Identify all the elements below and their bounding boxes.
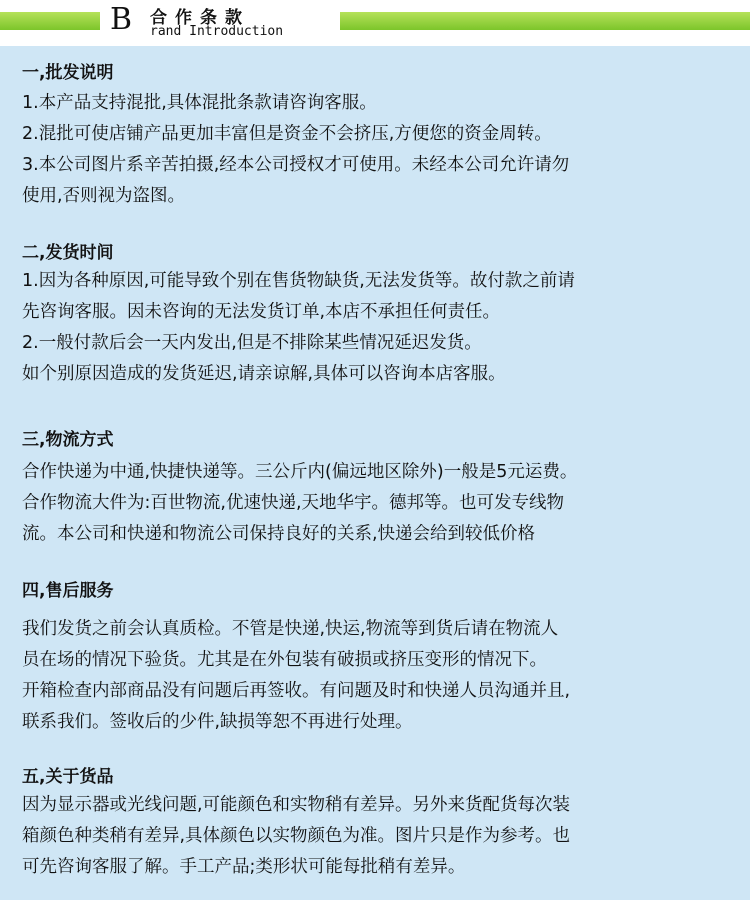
section-title: 五,关于货品 xyxy=(22,767,114,787)
paragraph-line: 1.本产品支持混批,具体混批条款请咨询客服。 xyxy=(22,93,377,113)
paragraph-line: 可先咨询客服了解。手工产品;类形状可能每批稍有差异。 xyxy=(22,857,466,877)
header-banner xyxy=(0,0,750,46)
paragraph-line: 联系我们。签收后的少件,缺损等恕不再进行处理。 xyxy=(22,712,413,732)
section-shipping-time xyxy=(22,242,722,390)
paragraph-line: 因为显示器或光线问题,可能颜色和实物稍有差异。另外来货配货每次装 xyxy=(22,795,571,815)
banner-title-en: rand Introduction xyxy=(150,24,284,39)
section-about-goods xyxy=(22,766,722,883)
section-logistics xyxy=(22,429,722,550)
section-body xyxy=(22,88,722,212)
paragraph-line: 合作物流大件为:百世物流,优速快递,天地华宇。德邦等。也可发专线物 xyxy=(22,493,565,513)
paragraph-line: 如个别原因造成的发货延迟,请亲谅解,具体可以咨询本店客服。 xyxy=(22,364,506,384)
section-after-sales xyxy=(22,580,722,738)
paragraph-line: 先咨询客服。因未咨询的无法发货订单,本店不承担任何责任。 xyxy=(22,302,501,322)
section-title: 一,批发说明 xyxy=(22,63,114,83)
section-body xyxy=(22,266,722,390)
section-wholesale xyxy=(22,62,722,212)
paragraph-line: 我们发货之前会认真质检。不管是快递,快运,物流等到货后请在物流人 xyxy=(22,619,559,639)
section-body xyxy=(22,790,722,883)
section-body xyxy=(22,614,722,738)
paragraph-line: 流。本公司和快递和物流公司保持良好的关系,快递会给到较低价格 xyxy=(22,524,536,544)
paragraph-line: 开箱检查内部商品没有问题后再签收。有问题及时和快递人员沟通并且, xyxy=(22,681,571,701)
paragraph-line: 2.一般付款后会一天内发出,但是不排除某些情况延迟发货。 xyxy=(22,333,482,353)
banner-title-cn: 合作条款 xyxy=(150,8,250,28)
paragraph-line: 合作快递为中通,快捷快递等。三公斤内(偏远地区除外)一般是5元运费。 xyxy=(22,462,578,482)
section-title: 二,发货时间 xyxy=(22,243,114,263)
paragraph-line: 员在场的情况下验货。尤其是在外包装有破损或挤压变形的情况下。 xyxy=(22,650,547,670)
paragraph-line: 2.混批可使店铺产品更加丰富但是资金不会挤压,方便您的资金周转。 xyxy=(22,124,552,144)
banner-letter: B xyxy=(110,2,133,37)
section-body xyxy=(22,457,722,550)
green-bar-left xyxy=(0,12,100,30)
section-title: 三,物流方式 xyxy=(22,430,114,450)
section-title: 四,售后服务 xyxy=(22,581,114,601)
paragraph-line: 使用,否则视为盗图。 xyxy=(22,186,186,206)
paragraph-line: 箱颜色种类稍有差异,具体颜色以实物颜色为准。图片只是作为参考。也 xyxy=(22,826,571,846)
paragraph-line: 1.因为各种原因,可能导致个别在售货物缺货,无法发货等。故付款之前请 xyxy=(22,271,575,291)
green-bar-right xyxy=(340,12,750,30)
paragraph-line: 3.本公司图片系辛苦拍摄,经本公司授权才可使用。未经本公司允许请勿 xyxy=(22,155,570,175)
